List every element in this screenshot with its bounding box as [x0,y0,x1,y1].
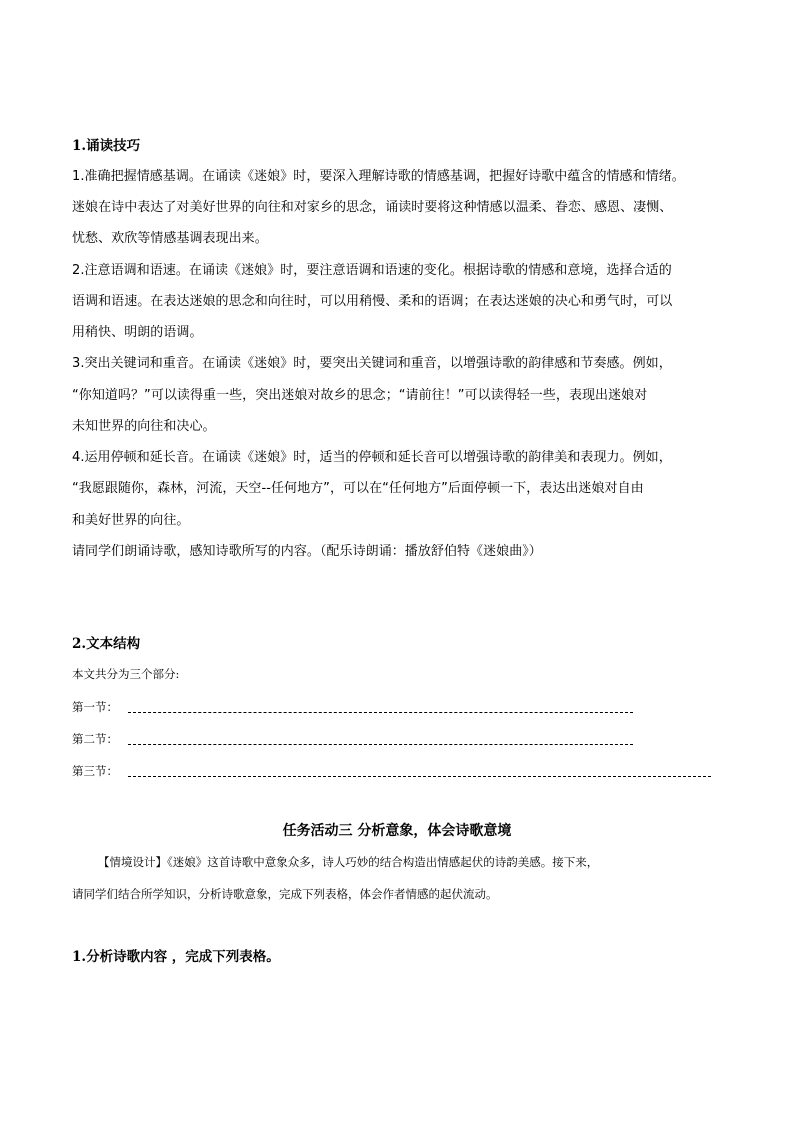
fill-blank-row [72,731,633,747]
part-label: 第一节： [72,700,118,714]
answer-blank[interactable] [128,712,633,713]
part-label: 第二节： [72,732,118,746]
fill-blank-row [72,763,711,779]
paragraph-line: 3.突出关键词和重音。在诵读《迷娘》时，要突出关键词和重音，以增强诗歌的韵律感和节奏感。例如， [72,356,672,371]
paragraph-line: 迷娘在诗中表达了对美好世界的向往和对家乡的思念，诵读时要将这种情感以温柔、眷恋、感恩、凄恻、 [72,200,673,215]
paragraph-line: 和美好世界的向往。 [72,513,190,528]
answer-blank[interactable] [128,744,633,745]
paragraph-line: 语调和语速。在表达迷娘的思念和向往时，可以用稍慢、柔和的语调；在表达迷娘的决心和勇气时，可以 [72,294,673,309]
fill-blank-row [72,699,633,715]
task-title: 任务活动三 分析意象，体会诗歌意境 [282,823,512,839]
paragraph-line: 1.准确把握情感基调。在诵读《迷娘》时，要深入理解诗歌的情感基调，把握好诗歌中蕴含的情感和情绪。 [72,169,685,184]
part-label: 第三节： [72,764,118,778]
section-heading-analysis: 1.分析诗歌内容 ，完成下列表格。 [72,949,280,965]
paragraph-line: 忧愁、欢欣等情感基调表现出来。 [72,231,268,246]
design-line: 请同学们结合所学知识，分析诗歌意象，完成下列表格，体会作者情感的起伏流动。 [72,887,498,901]
section-heading-structure: 2.文本结构 [72,636,141,652]
paragraph-line: 4.运用停顿和延长音。在诵读《迷娘》时，适当的停顿和延长音可以增强诗歌的韵律美和表现力。例如， [72,450,672,465]
paragraph-line: “我愿跟随你，森林，河流，天空--任何地方”，可以在“任何地方”后面停顿一下，表达出迷娘对自由 [72,481,644,496]
structure-intro: 本文共分为三个部分: [72,667,180,681]
answer-blank[interactable] [128,776,711,777]
paragraph-line: 未知世界的向往和决心。 [72,419,216,434]
section-heading-recitation: 1.诵读技巧 [72,138,141,154]
paragraph-line: 请同学们朗诵诗歌，感知诗歌所写的内容。（配乐诗朗诵：播放舒伯特《迷娘曲》） [72,544,542,559]
design-line: 【情境设计】《迷娘》这首诗歌中意象众多，诗人巧妙的结合构造出情感起伏的诗韵美感。接下来， [98,855,599,869]
paragraph-line: “你知道吗？”可以读得重一些，突出迷娘对故乡的思念；“请前往！”可以读得轻一些，表现出迷娘对 [72,388,648,403]
paragraph-line: 用稍快、明朗的语调。 [72,325,203,340]
paragraph-line: 2.注意语调和语速。在诵读《迷娘》时，要注意语调和语速的变化。根据诗歌的情感和意境，选择合适的 [72,263,672,278]
